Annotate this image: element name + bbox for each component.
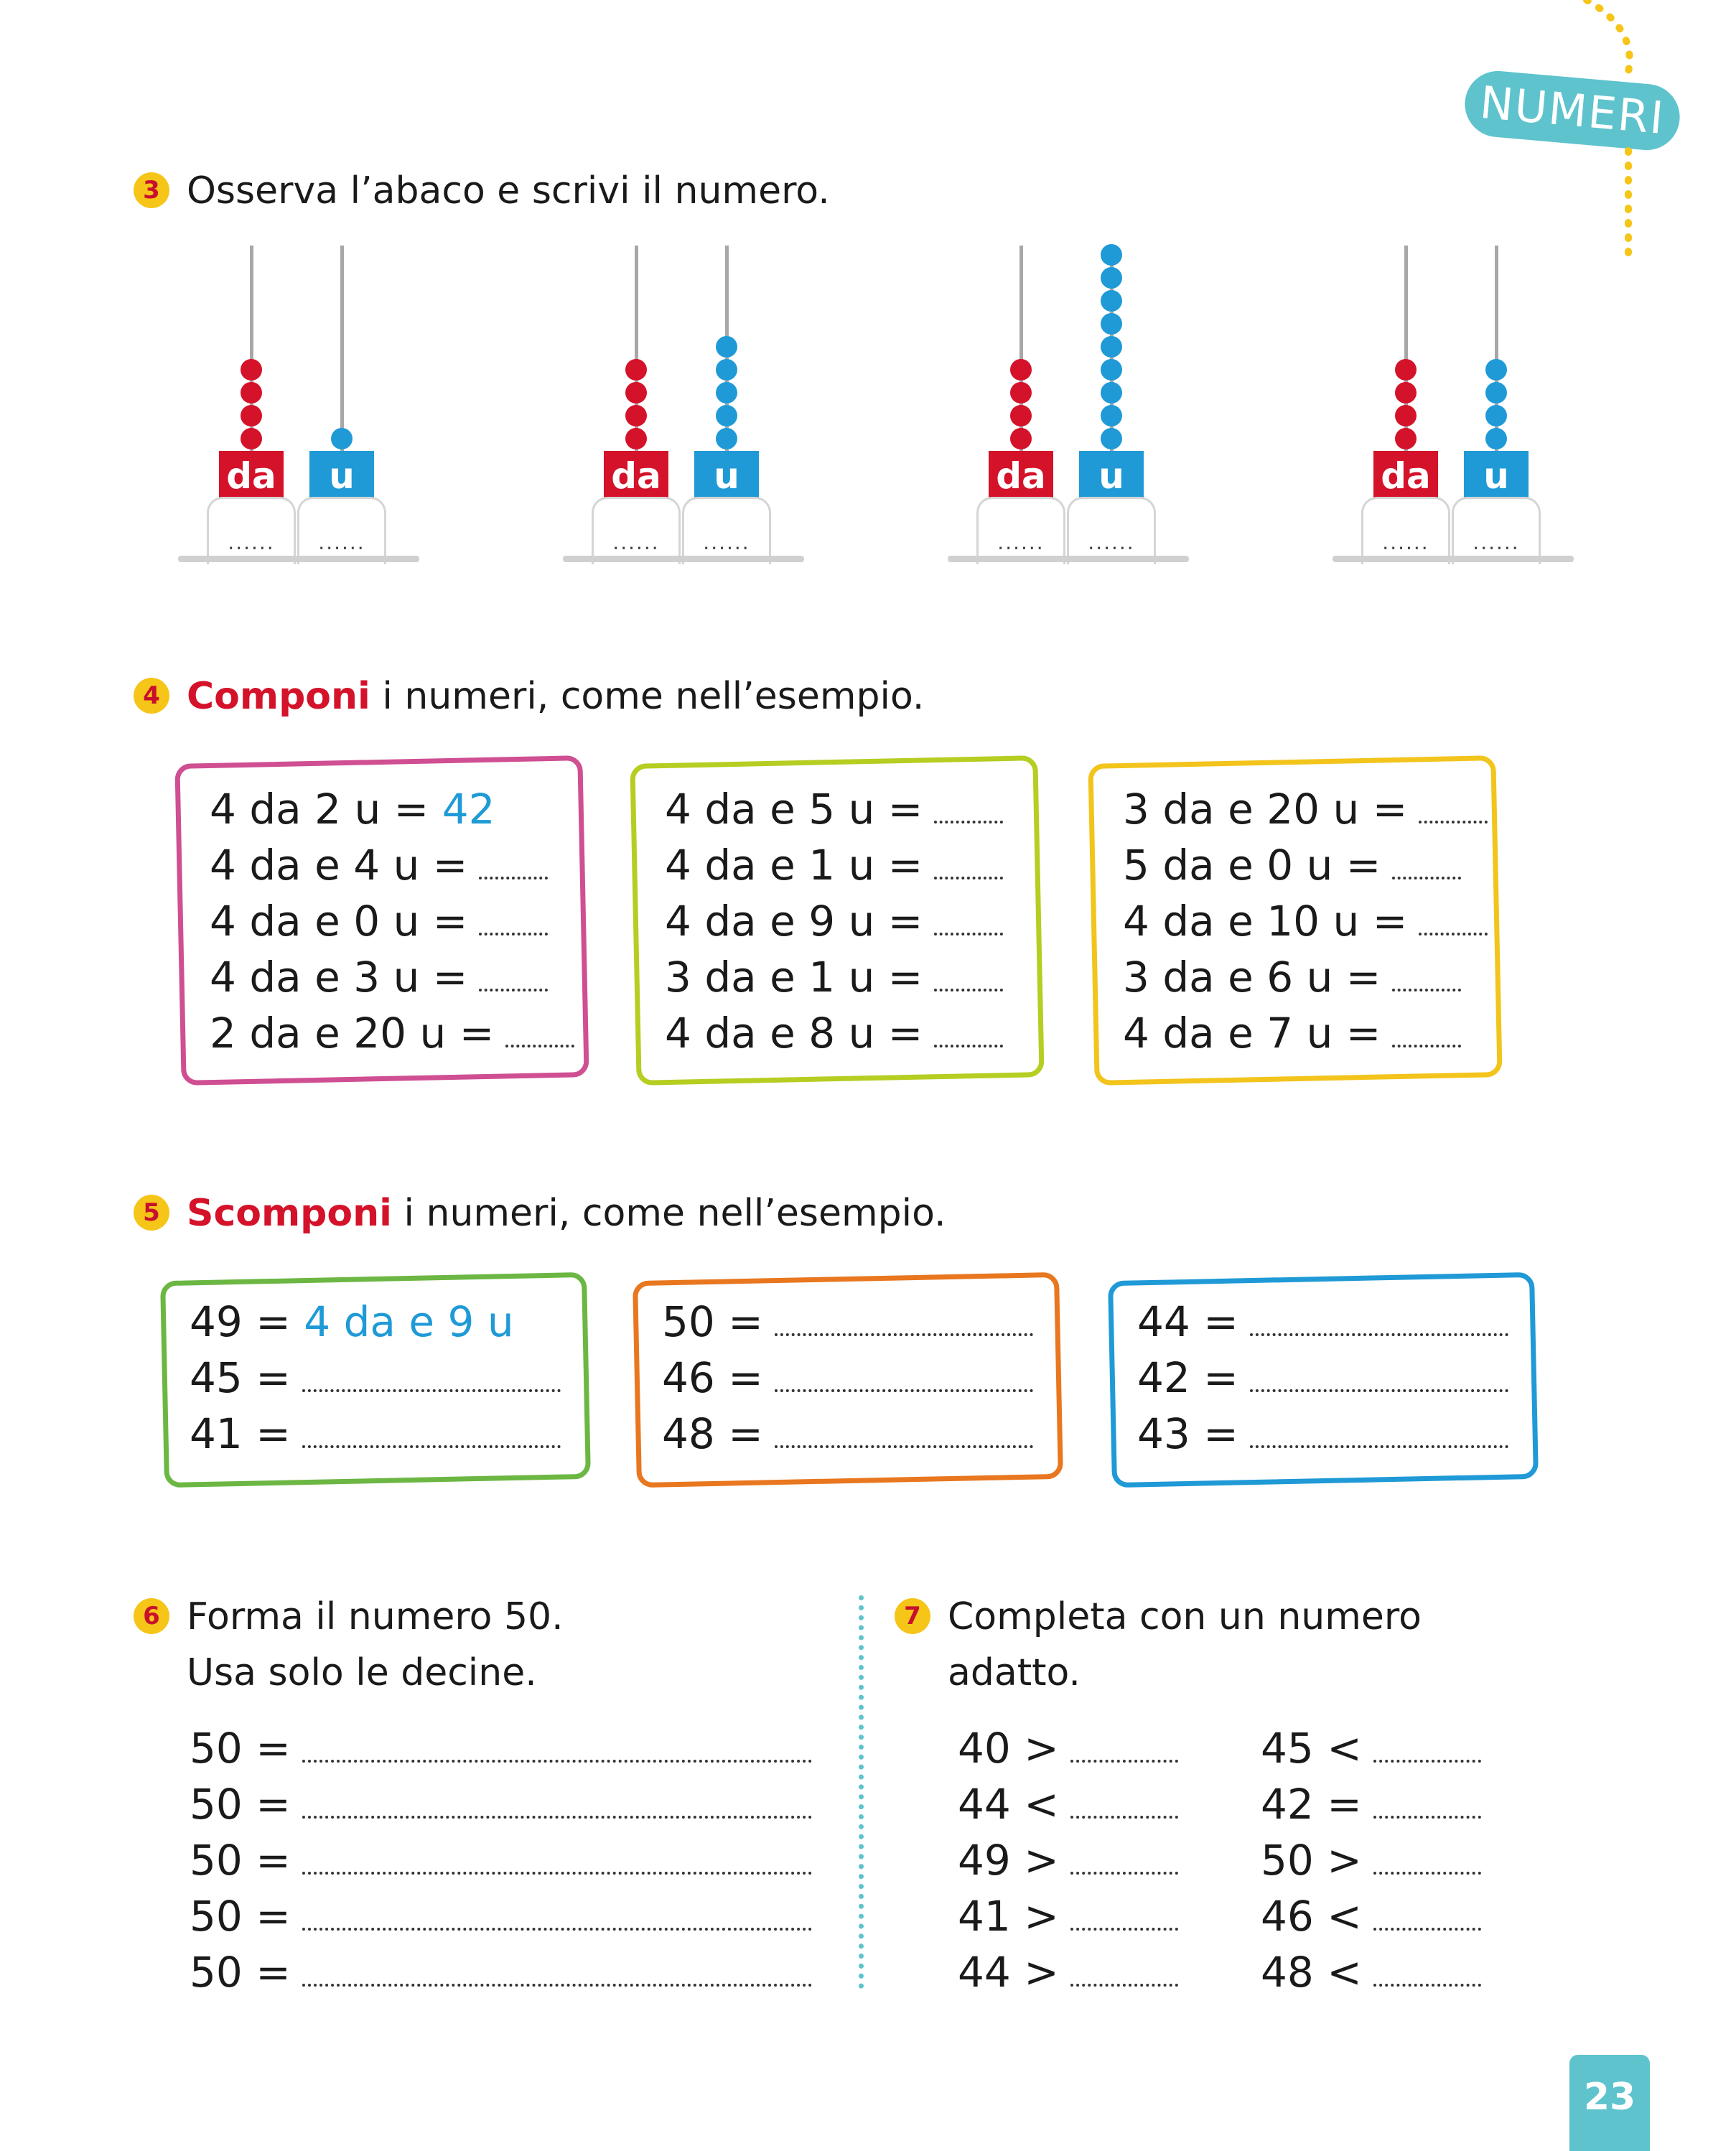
answer-blank[interactable] — [505, 1045, 574, 1047]
answer-blank[interactable] — [302, 1872, 812, 1875]
form-fifty-row — [190, 1723, 812, 1773]
answer-blank[interactable] — [302, 1816, 812, 1819]
tens-bead — [1395, 382, 1417, 403]
units-bead — [1101, 336, 1122, 358]
answer-blank: ...... — [703, 531, 750, 554]
exercise-4-instruction-rest: i numeri, come nell’esempio. — [370, 675, 925, 718]
comparison-text: 49 > — [958, 1836, 1059, 1885]
equation-text: 46 = — [662, 1353, 763, 1402]
comparison-text: 44 > — [958, 1948, 1059, 1997]
decorative-dotted-arc — [1572, 0, 1658, 273]
decompose-row — [662, 1297, 1033, 1347]
tens-answer-slot[interactable] — [207, 497, 296, 564]
comparison-text: 48 < — [1261, 1948, 1362, 1997]
equation-text: 4 da e 7 u = — [1123, 1009, 1381, 1058]
equation-text: 4 da e 1 u = — [665, 841, 923, 890]
answer-blank[interactable] — [479, 933, 548, 935]
example-answer: 42 — [429, 785, 495, 834]
compose-row — [210, 840, 548, 890]
units-answer-slot[interactable] — [1452, 497, 1541, 564]
tens-bead — [1395, 428, 1417, 449]
decompose-row — [190, 1353, 561, 1403]
equation-text: 44 = — [1137, 1297, 1238, 1346]
abacus-base — [948, 556, 1189, 562]
units-bead — [716, 382, 737, 403]
equation-text: 4 da e 3 u = — [210, 953, 468, 1002]
compare-row — [958, 1835, 1178, 1885]
units-bead — [1101, 267, 1122, 289]
exercise-6-instruction-line2: Usa solo le decine. — [187, 1651, 537, 1694]
answer-blank[interactable] — [1250, 1389, 1508, 1392]
tens-bead — [241, 405, 262, 426]
compare-row — [1261, 1723, 1481, 1773]
equation-text: 2 da e 20 u = — [210, 1009, 495, 1058]
tens-bead — [1395, 359, 1417, 381]
column-divider — [859, 1595, 864, 1989]
compose-row — [665, 784, 1003, 834]
section-tag: NUMERI — [1462, 68, 1683, 153]
equation-text: 43 = — [1137, 1409, 1238, 1458]
comparison-text: 50 > — [1261, 1836, 1362, 1885]
equation-text: 4 da e 8 u = — [665, 1009, 923, 1058]
equation-text: 3 da e 20 u = — [1123, 785, 1408, 834]
equation-text: 50 = — [190, 1836, 291, 1885]
answer-blank[interactable] — [1419, 821, 1488, 823]
answer-blank: ...... — [1382, 531, 1429, 554]
answer-blank[interactable] — [1070, 1816, 1178, 1819]
compare-row — [1261, 1891, 1481, 1941]
tens-bead — [1395, 405, 1417, 426]
exercise-4-keyword: Componi — [187, 675, 370, 718]
tens-bead — [625, 359, 647, 381]
compose-row — [210, 784, 495, 834]
equation-text: 41 = — [190, 1409, 291, 1458]
compose-row — [1123, 784, 1488, 834]
tens-label: da — [604, 451, 668, 501]
equation-text: 4 da e 4 u = — [210, 841, 468, 890]
equation-text: 4 da e 10 u = — [1123, 897, 1408, 946]
answer-blank[interactable] — [1392, 989, 1461, 991]
answer-blank[interactable] — [1373, 1984, 1481, 1987]
exercise-7-instruction-line1: Completa con un numero — [948, 1595, 1422, 1638]
compare-row — [1261, 1779, 1481, 1829]
answer-blank[interactable] — [1250, 1445, 1508, 1448]
answer-blank[interactable] — [302, 1389, 561, 1392]
equation-text: 49 = — [190, 1297, 291, 1346]
units-bead — [1485, 405, 1507, 426]
answer-blank[interactable] — [302, 1984, 812, 1987]
tens-label: da — [219, 451, 284, 501]
answer-blank[interactable] — [775, 1445, 1033, 1448]
tens-answer-slot[interactable] — [976, 497, 1065, 564]
units-bead — [1101, 359, 1122, 381]
comparison-text: 40 > — [958, 1724, 1059, 1773]
answer-blank[interactable] — [1392, 877, 1461, 879]
answer-blank[interactable] — [1373, 1872, 1481, 1875]
answer-blank: ...... — [1473, 531, 1520, 554]
units-answer-slot[interactable] — [682, 497, 771, 564]
units-bead — [1101, 313, 1122, 335]
decompose-row — [190, 1409, 561, 1459]
answer-blank[interactable] — [1392, 1045, 1461, 1047]
exercise-4-instruction — [187, 673, 924, 719]
exercise-7-instruction-line2: adatto. — [948, 1651, 1081, 1694]
answer-blank[interactable] — [1070, 1928, 1178, 1931]
compare-row — [958, 1779, 1178, 1829]
compose-row — [665, 1008, 1003, 1058]
equation-text: 45 = — [190, 1353, 291, 1402]
units-bead — [1101, 290, 1122, 312]
units-bead — [1485, 382, 1507, 403]
answer-blank[interactable] — [775, 1389, 1033, 1392]
answer-blank: ...... — [612, 531, 660, 554]
exercise-5-instruction — [187, 1190, 946, 1236]
equation-text: 3 da e 1 u = — [665, 953, 923, 1002]
answer-blank[interactable] — [1070, 1872, 1178, 1875]
comparison-text: 44 < — [958, 1780, 1059, 1829]
abacus-base — [563, 556, 804, 562]
answer-blank: ...... — [997, 531, 1045, 554]
decompose-row — [662, 1353, 1033, 1403]
exercise-3-badge: 3 — [134, 172, 169, 208]
tens-bead — [241, 382, 262, 403]
tens-label: da — [1373, 451, 1438, 501]
abacus-base — [1333, 556, 1574, 562]
equation-text: 50 = — [190, 1724, 291, 1773]
form-fifty-row — [190, 1891, 812, 1941]
answer-blank[interactable] — [1250, 1333, 1508, 1336]
answer-blank[interactable] — [934, 933, 1003, 935]
units-label: u — [309, 451, 374, 501]
decompose-row — [1137, 1409, 1508, 1459]
units-bead — [716, 405, 737, 426]
compare-row — [1261, 1835, 1481, 1885]
equation-text: 50 = — [190, 1780, 291, 1829]
tens-label: da — [989, 451, 1053, 501]
units-bead — [716, 336, 737, 358]
tens-bead — [625, 405, 647, 426]
exercise-5-instruction-rest: i numeri, come nell’esempio. — [391, 1192, 946, 1235]
equation-text: 50 = — [190, 1948, 291, 1997]
answer-blank: ...... — [1088, 531, 1135, 554]
answer-blank[interactable] — [479, 877, 548, 879]
answer-blank[interactable] — [775, 1333, 1033, 1336]
units-bead — [1101, 244, 1122, 266]
comparison-text: 45 < — [1261, 1724, 1362, 1773]
units-answer-slot[interactable] — [1067, 497, 1156, 564]
units-label: u — [1079, 451, 1144, 501]
comparison-text: 42 = — [1261, 1780, 1362, 1829]
answer-blank[interactable] — [1070, 1984, 1178, 1987]
compose-row — [210, 952, 548, 1002]
equation-text: 48 = — [662, 1409, 763, 1458]
compare-row — [958, 1891, 1178, 1941]
compare-row — [958, 1947, 1178, 1997]
answer-blank[interactable] — [934, 989, 1003, 991]
equation-text: 3 da e 6 u = — [1123, 953, 1381, 1002]
form-fifty-row — [190, 1835, 812, 1885]
units-bead — [716, 428, 737, 449]
tens-bead — [1010, 405, 1032, 426]
answer-blank[interactable] — [1419, 933, 1488, 935]
tens-bead — [241, 428, 262, 449]
answer-blank[interactable] — [479, 989, 548, 991]
exercise-7-badge: 7 — [895, 1598, 930, 1634]
equation-text: 5 da e 0 u = — [1123, 841, 1381, 890]
tens-answer-slot[interactable] — [592, 497, 681, 564]
compose-row — [665, 952, 1003, 1002]
units-bead — [716, 359, 737, 381]
answer-blank[interactable] — [1373, 1760, 1481, 1763]
tens-bead — [625, 382, 647, 403]
compose-row — [1123, 896, 1488, 946]
answer-blank[interactable] — [934, 821, 1003, 823]
decompose-row — [1137, 1353, 1508, 1403]
answer-blank[interactable] — [1373, 1816, 1481, 1819]
compare-row — [958, 1723, 1178, 1773]
exercise-4-badge: 4 — [134, 678, 169, 714]
compose-row — [1123, 952, 1461, 1002]
units-bead — [1101, 382, 1122, 403]
answer-blank: ...... — [228, 531, 275, 554]
decompose-row — [1137, 1297, 1508, 1347]
compose-row — [665, 896, 1003, 946]
tens-bead — [1010, 382, 1032, 403]
exercise-3-instruction: Osserva l’abaco e scrivi il numero. — [187, 169, 830, 213]
answer-blank[interactable] — [1373, 1928, 1481, 1931]
abacus-base — [178, 556, 419, 562]
comparison-text: 46 < — [1261, 1892, 1362, 1941]
form-fifty-row — [190, 1779, 812, 1829]
units-label: u — [1464, 451, 1529, 501]
tens-bead — [1010, 359, 1032, 381]
answer-blank[interactable] — [934, 877, 1003, 879]
answer-blank[interactable] — [1070, 1760, 1178, 1763]
compose-row — [1123, 840, 1461, 890]
exercise-6-badge: 6 — [134, 1598, 169, 1634]
compose-row — [210, 896, 548, 946]
tens-bead — [1010, 428, 1032, 449]
units-rod — [340, 246, 344, 451]
units-bead — [331, 428, 353, 449]
exercise-6-instruction-line1: Forma il numero 50. — [187, 1595, 564, 1638]
answer-blank[interactable] — [302, 1760, 812, 1763]
exercise-5-badge: 5 — [134, 1195, 169, 1231]
units-bead — [1485, 428, 1507, 449]
units-label: u — [694, 451, 759, 501]
exercise-5-keyword: Scomponi — [187, 1192, 392, 1235]
equation-text: 42 = — [1137, 1353, 1238, 1402]
form-fifty-row — [190, 1947, 812, 1997]
compare-row — [1261, 1947, 1481, 1997]
units-answer-slot[interactable] — [297, 497, 386, 564]
page-number: 23 — [1569, 2055, 1650, 2151]
equation-text: 4 da e 0 u = — [210, 897, 468, 946]
units-bead — [1485, 359, 1507, 381]
equation-text: 4 da e 5 u = — [665, 785, 923, 834]
comparison-text: 41 > — [958, 1892, 1059, 1941]
tens-answer-slot[interactable] — [1361, 497, 1450, 564]
units-bead — [1101, 405, 1122, 426]
tens-bead — [241, 359, 262, 381]
answer-blank[interactable] — [302, 1928, 812, 1931]
answer-blank[interactable] — [302, 1445, 561, 1448]
compose-row — [210, 1008, 574, 1058]
equation-text: 4 da 2 u = — [210, 785, 429, 834]
units-bead — [1101, 428, 1122, 449]
answer-blank[interactable] — [934, 1045, 1003, 1047]
equation-text: 50 = — [190, 1892, 291, 1941]
decompose-row — [190, 1297, 514, 1347]
equation-text: 4 da e 9 u = — [665, 897, 923, 946]
compose-row — [665, 840, 1003, 890]
answer-blank: ...... — [318, 531, 365, 554]
example-answer: 4 da e 9 u — [290, 1297, 514, 1346]
equation-text: 50 = — [662, 1297, 763, 1346]
tens-bead — [625, 428, 647, 449]
decompose-row — [662, 1409, 1033, 1459]
compose-row — [1123, 1008, 1461, 1058]
